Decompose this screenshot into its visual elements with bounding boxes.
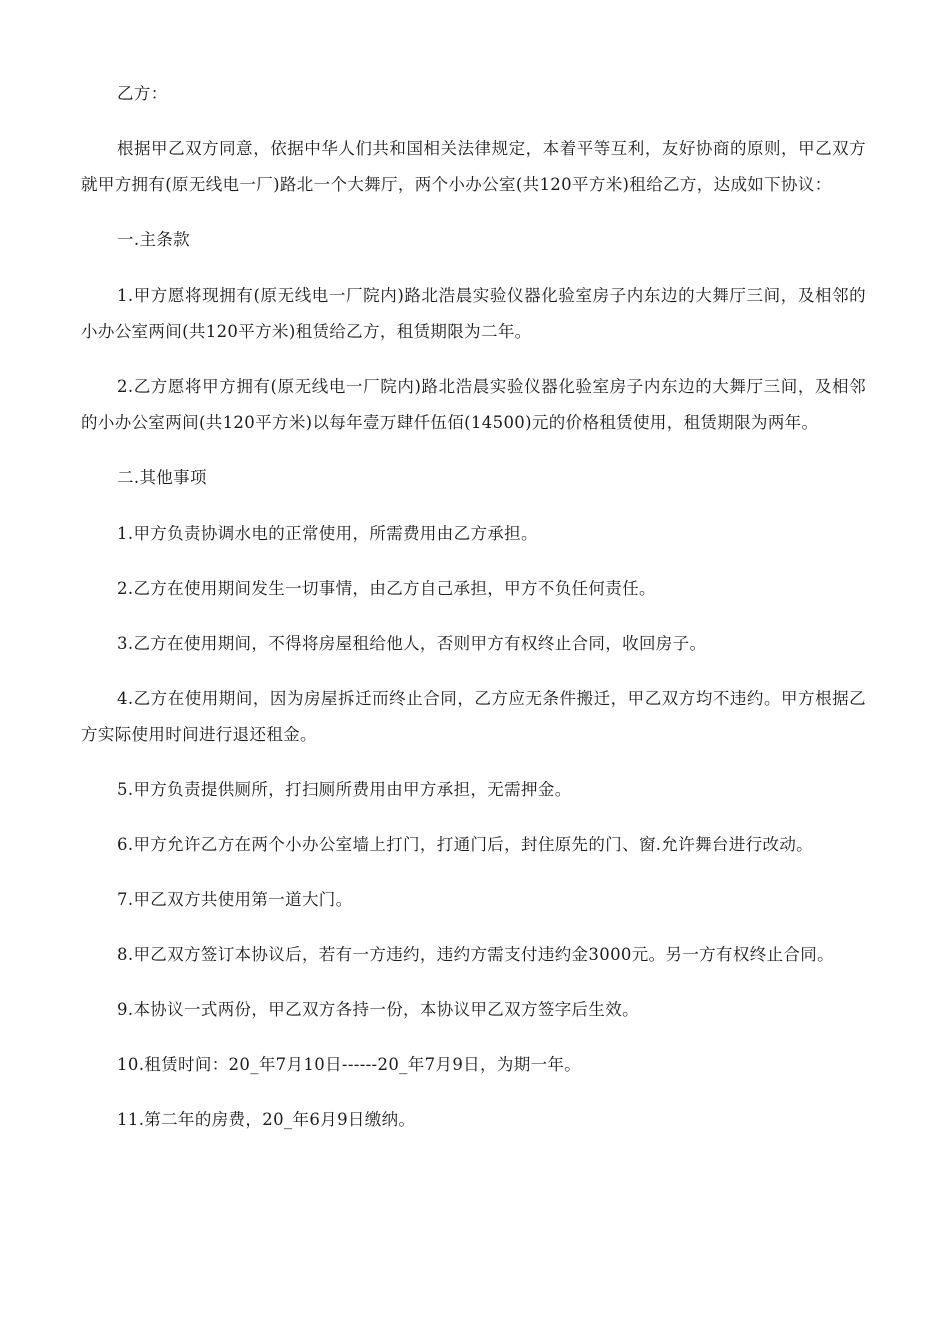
section-other-matters-title: 二.其他事项 (117, 468, 207, 487)
other-matter-item: 3.乙方在使用期间，不得将房屋租给他人，否则甲方有权终止合同，收回房子。 (117, 634, 707, 653)
other-matter-item: 5.甲方负责提供厕所，打扫厕所费用由甲方承担，无需押金。 (117, 780, 572, 799)
other-matter-item: 6.甲方允许乙方在两个小办公室墙上打门，打通门后，封住原先的门、窗.允许舞台进行改动。 (117, 835, 814, 854)
section-main-terms-title: 一.主条款 (117, 230, 190, 249)
other-matter-item: 11.第二年的房费，20_年6月9日缴纳。 (117, 1110, 416, 1129)
main-term-item: 1.甲方愿将现拥有(原无线电一厂院内)路北浩晨实验仪器化验室房子内东边的大舞厅三间，及相邻的小办公室两间(共120平方米)租赁给乙方，租赁期限为二年。 (81, 286, 866, 341)
other-matter-item: 2.乙方在使用期间发生一切事情，由乙方自己承担，甲方不负任何责任。 (117, 579, 656, 598)
other-matter-item: 1.甲方负责协调水电的正常使用，所需费用由乙方承担。 (117, 524, 538, 543)
other-matter-item: 8.甲乙双方签订本协议后，若有一方违约，违约方需支付违约金3000元。另一方有权终止合同。 (117, 945, 834, 964)
other-matter-item: 7.甲乙双方共使用第一道大门。 (117, 890, 353, 909)
party-b-label: 乙方： (117, 84, 168, 103)
main-term-item: 2.乙方愿将甲方拥有(原无线电一厂院内)路北浩晨实验仪器化验室房子内东边的大舞厅三间，及相邻的小办公室两间(共120平方米)以每年壹万肆仟伍佰(14500)元的价格租赁使用，租赁期限为两年。 (81, 377, 866, 432)
intro-paragraph: 根据甲乙双方同意，依据中华人们共和国相关法律规定，本着平等互利，友好协商的原则，甲乙双方就甲方拥有(原无线电一厂)路北一个大舞厅，两个小办公室(共120平方米)租给乙方，达成如下协议： (81, 139, 866, 194)
other-matter-item: 4.乙方在使用期间，因为房屋拆迁而终止合同，乙方应无条件搬迁，甲乙双方均不违约。甲方根据乙方实际使用时间进行退还租金。 (81, 689, 866, 744)
other-matter-item: 10.租赁时间：20_年7月10日------20_年7月9日，为期一年。 (117, 1055, 582, 1074)
document-body (81, 76, 866, 1157)
other-matter-item: 9.本协议一式两份，甲乙双方各持一份，本协议甲乙双方签字后生效。 (117, 1000, 639, 1019)
